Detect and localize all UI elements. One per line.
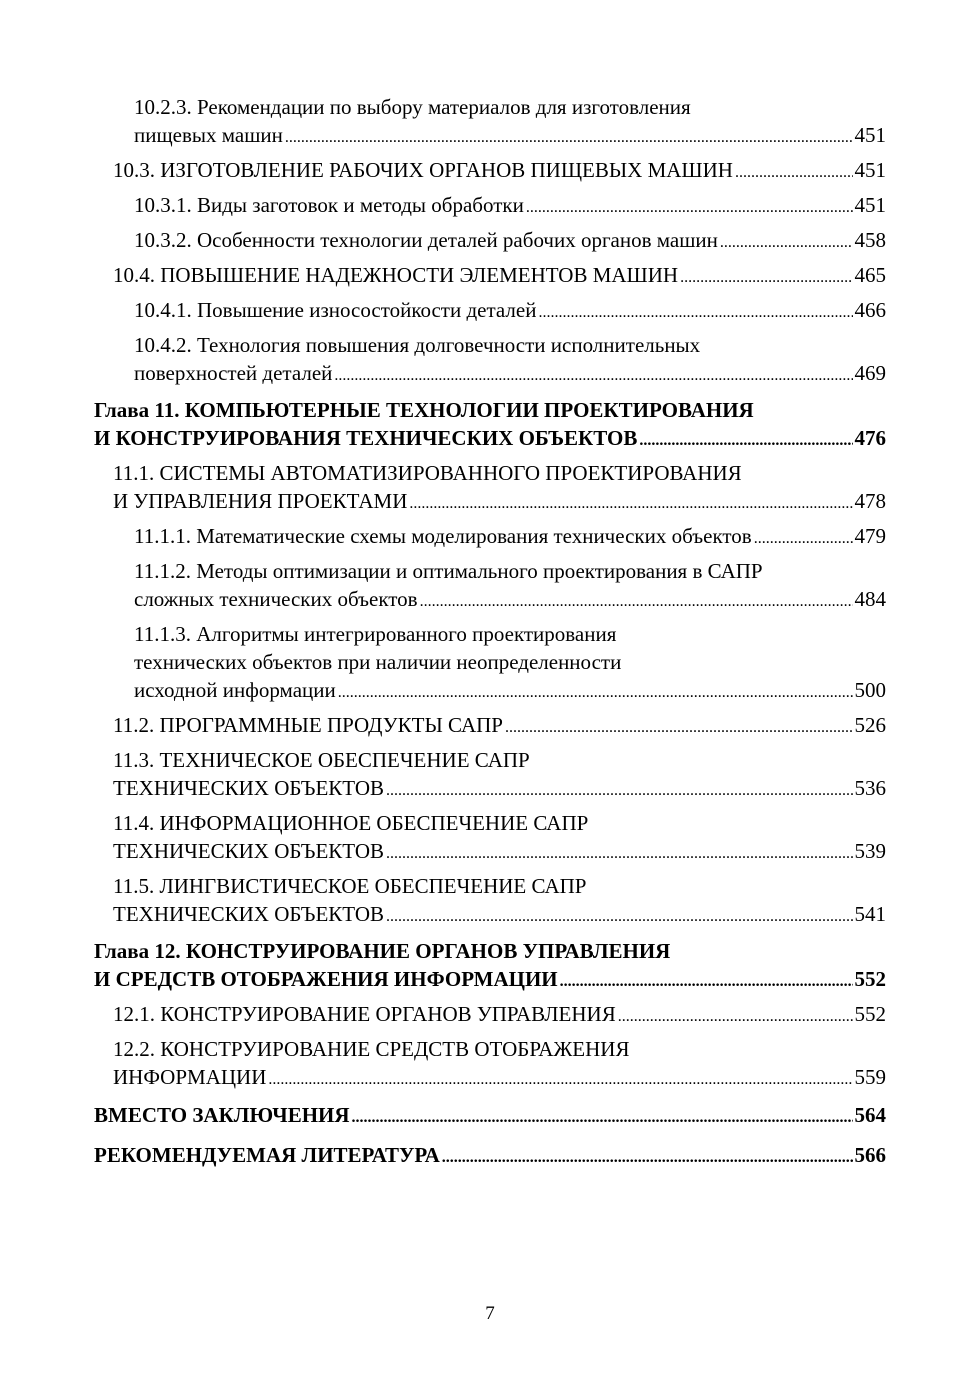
toc-entry-row [113,774,886,805]
dot-leader [505,714,853,742]
toc-entry-row [113,156,886,187]
dot-leader [618,1003,853,1031]
toc-entry[interactable] [94,191,886,222]
toc-entry-title-line: поверхностей деталей [134,361,333,385]
toc-page-number: 526 [854,713,886,737]
toc-page-number: 469 [854,361,886,385]
toc-entry[interactable] [94,557,886,616]
toc-entry-title-line: 11.1.1. Математические схемы моделирования технических объектов [134,524,752,548]
toc-page-number: 484 [854,587,886,611]
toc-entry-title-line: И УПРАВЛЕНИЯ ПРОЕКТАМИ [113,489,408,513]
toc-entry-row [134,585,886,616]
dot-leader [386,903,852,931]
toc-entry-row [113,837,886,868]
dot-leader [386,777,852,805]
toc-entry[interactable] [94,522,886,553]
toc-entry-title-line: 10.2.3. Рекомендации по выбору материалов для изготовления [134,95,691,119]
toc-entry-title-line: Глава 12. КОНСТРУИРОВАНИЕ ОРГАНОВ УПРАВЛЕНИЯ [94,939,671,963]
dot-leader [560,968,853,996]
toc-entry-row [113,261,886,292]
toc-page-number: 559 [854,1065,886,1089]
toc-entry-title-line: ИНФОРМАЦИИ [113,1065,267,1089]
dot-leader [735,159,853,187]
dot-leader [285,124,853,152]
dot-leader [334,362,852,390]
dot-leader [420,588,853,616]
toc-entry-title-line: исходной информации [134,678,336,702]
toc-entry[interactable] [94,156,886,187]
toc-entry-title-line: 11.1.3. Алгоритмы интегрированного проектирования [134,622,617,646]
toc-entry-row [134,191,886,222]
toc-entry[interactable] [94,1141,886,1172]
toc-entry[interactable] [94,746,886,805]
toc-entry[interactable] [94,1000,886,1031]
toc-entry-row [113,900,886,931]
toc-entry-title-line: 12.2. КОНСТРУИРОВАНИЕ СРЕДСТВ ОТОБРАЖЕНИЯ [113,1037,630,1061]
toc-page-number: 541 [854,902,886,926]
dot-leader [409,490,852,518]
dot-leader [639,427,852,455]
toc-entry[interactable] [94,1101,886,1132]
toc-entry-title-line: 11.5. ЛИНГВИСТИЧЕСКОЕ ОБЕСПЕЧЕНИЕ САПР [113,874,587,898]
toc-entry[interactable] [94,261,886,292]
toc-entry[interactable] [94,809,886,868]
toc-entry-title-line: РЕКОМЕНДУЕМАЯ ЛИТЕРАТУРА [94,1143,440,1167]
toc-entry-title-line: 11.1. СИСТЕМЫ АВТОМАТИЗИРОВАННОГО ПРОЕКТИРОВАНИЯ [113,461,742,485]
toc-entry[interactable] [94,872,886,931]
page-number: 7 [485,1303,495,1324]
toc-list [94,93,886,1172]
toc-entry-row [134,359,886,390]
toc-page-number: 536 [854,776,886,800]
toc-page-number: 476 [854,426,886,450]
toc-entry-row [113,1063,886,1094]
toc-entry[interactable] [94,937,886,996]
toc-entry-row [134,121,886,152]
toc-entry-title-line: ТЕХНИЧЕСКИХ ОБЪЕКТОВ [113,776,385,800]
table-of-contents [94,93,886,1172]
toc-entry-title-line: Глава 11. КОМПЬЮТЕРНЫЕ ТЕХНОЛОГИИ ПРОЕКТИРОВАНИЯ [94,398,754,422]
toc-entry-row [113,487,886,518]
dot-leader [442,1144,853,1172]
toc-entry-title-line: 11.2. ПРОГРАММНЫЕ ПРОДУКТЫ САПР [113,713,503,737]
toc-entry-title-line: технических объектов при наличии неопределенности [134,650,622,674]
toc-entry-row [113,711,886,742]
toc-entry-row [134,676,886,707]
toc-entry-title-line: 10.4. ПОВЫШЕНИЕ НАДЕЖНОСТИ ЭЛЕМЕНТОВ МАШИН [113,263,679,287]
dot-leader [526,194,853,222]
toc-entry-row [113,1000,886,1031]
toc-page-number: 539 [854,839,886,863]
toc-entry-row [134,226,886,257]
toc-page-number: 552 [854,967,886,991]
toc-page-number: 451 [854,158,886,182]
toc-entry[interactable] [94,620,886,707]
toc-entry-title-line: сложных технических объектов [134,587,418,611]
toc-entry[interactable] [94,296,886,327]
dot-leader [680,264,852,292]
toc-entry[interactable] [94,226,886,257]
toc-page-number: 465 [854,263,886,287]
toc-entry-row [94,424,886,455]
toc-entry-title-line: 10.3.1. Виды заготовок и методы обработки [134,193,524,217]
toc-entry-title-line: пищевых машин [134,123,283,147]
toc-entry-title-line: ТЕХНИЧЕСКИХ ОБЪЕКТОВ [113,902,385,926]
toc-entry[interactable] [94,711,886,742]
toc-entry-title-line: ВМЕСТО ЗАКЛЮЧЕНИЯ [94,1103,350,1127]
toc-page-number: 478 [854,489,886,513]
toc-entry-title-line: 12.1. КОНСТРУИРОВАНИЕ ОРГАНОВ УПРАВЛЕНИЯ [113,1002,616,1026]
toc-entry-title-line: 11.3. ТЕХНИЧЕСКОЕ ОБЕСПЕЧЕНИЕ САПР [113,748,530,772]
dot-leader [268,1066,852,1094]
toc-page-number: 500 [854,678,886,702]
toc-entry-title-line: 10.4.1. Повышение износостойкости деталей [134,298,537,322]
toc-entry-title-line: И СРЕДСТВ ОТОБРАЖЕНИЯ ИНФОРМАЦИИ [94,967,558,991]
toc-page-number: 458 [854,228,886,252]
toc-entry-row [134,522,886,553]
toc-entry-row [94,1141,886,1172]
dot-leader [754,525,853,553]
toc-page-number: 564 [854,1103,886,1127]
toc-entry-title-line: 10.4.2. Технология повышения долговечности исполнительных [134,333,701,357]
toc-entry-title-line: 10.3. ИЗГОТОВЛЕНИЕ РАБОЧИХ ОРГАНОВ ПИЩЕВЫХ МАШИН [113,158,733,182]
toc-page-number: 566 [854,1143,886,1167]
toc-entry-title-line: 10.3.2. Особенности технологии деталей рабочих органов машин [134,228,718,252]
toc-entry-row [94,1101,886,1132]
toc-page-number: 466 [854,298,886,322]
dot-leader [720,229,853,257]
dot-leader [386,840,852,868]
toc-entry-row [134,296,886,327]
toc-entry-title-line: 11.1.2. Методы оптимизации и оптимального проектирования в САПР [134,559,763,583]
toc-entry[interactable] [94,1035,886,1094]
toc-entry[interactable] [94,331,886,390]
dot-leader [352,1104,853,1132]
toc-page-number: 451 [854,193,886,217]
toc-entry[interactable] [94,396,886,455]
dot-leader [538,299,852,327]
toc-entry[interactable] [94,93,886,152]
toc-entry[interactable] [94,459,886,518]
toc-page-number: 451 [854,123,886,147]
toc-entry-title-line: 11.4. ИНФОРМАЦИОННОЕ ОБЕСПЕЧЕНИЕ САПР [113,811,589,835]
toc-entry-title-line: И КОНСТРУИРОВАНИЯ ТЕХНИЧЕСКИХ ОБЪЕКТОВ [94,426,638,450]
toc-entry-title-line: ТЕХНИЧЕСКИХ ОБЪЕКТОВ [113,839,385,863]
toc-page-number: 552 [854,1002,886,1026]
toc-entry-row [94,965,886,996]
toc-page-number: 479 [854,524,886,548]
dot-leader [338,679,853,707]
